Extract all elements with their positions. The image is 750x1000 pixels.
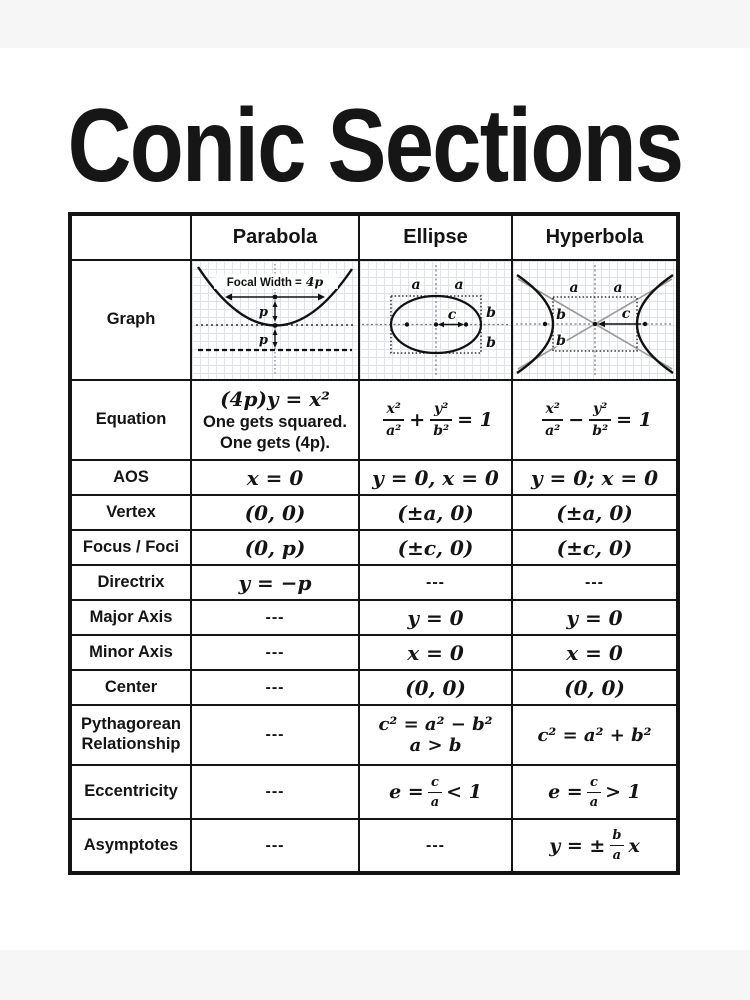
cell-directrix-parabola: y = −p	[192, 566, 360, 601]
cell-major-parabola: ---	[192, 601, 360, 636]
cell-pythagorean-ellipse	[360, 706, 513, 766]
ellipse-right-focus-dot	[464, 322, 468, 326]
b-label-top: b	[486, 305, 496, 321]
ellipse-eq-rhs: = 1	[457, 409, 493, 431]
parabola-equation-note-2: One gets (4p).	[219, 433, 330, 452]
hyperbola-center-dot	[593, 322, 597, 326]
ecc-ellipse-pre: e =	[389, 781, 424, 803]
cell-focus-ellipse: (±c, 0)	[360, 531, 513, 566]
asym-hyperbola-pre: y = ±	[549, 834, 606, 857]
hyperbola-right-focus-dot	[643, 322, 647, 326]
p-label-lower: p	[258, 333, 268, 348]
a-label-right: a	[613, 280, 623, 296]
cell-minor-ellipse: x = 0	[360, 636, 513, 671]
ecc-hyperbola-num: c	[589, 774, 598, 790]
ellipse-eq-operator: +	[409, 409, 426, 431]
cell-pythagorean-parabola: ---	[192, 706, 360, 766]
cell-eccentricity-hyperbola	[513, 766, 676, 820]
hyperbola-graph	[513, 261, 676, 379]
cell-graph-hyperbola	[513, 261, 676, 381]
ecc-ellipse-den: a	[428, 792, 442, 810]
cell-center-hyperbola: (0, 0)	[513, 671, 676, 706]
cell-center-ellipse: (0, 0)	[360, 671, 513, 706]
a-label-right: a	[454, 277, 464, 293]
cell-minor-parabola: ---	[192, 636, 360, 671]
pythagorean-ellipse-line2: a > b	[409, 735, 462, 756]
p-arrow-lower-head-bottom	[273, 342, 278, 348]
hyperbola-eq-num1: x²	[545, 401, 560, 417]
hyperbola-eq-den1: a²	[542, 419, 563, 439]
cell-eccentricity-parabola: ---	[192, 766, 360, 820]
header-cell-hyperbola: Hyperbola	[513, 216, 676, 261]
cell-asymptotes-ellipse: ---	[360, 820, 513, 871]
ellipse-eq-num1: x²	[386, 401, 401, 417]
header-cell-parabola: Parabola	[192, 216, 360, 261]
cell-focus-hyperbola: (±c, 0)	[513, 531, 676, 566]
ecc-hyperbola-post: > 1	[605, 781, 641, 803]
cell-pythagorean-hyperbola: c² = a² + b²	[513, 706, 676, 766]
asymptotes-hyperbola-formula	[549, 828, 640, 863]
b-label-bottom: b	[556, 333, 566, 349]
parabola-equation-note-1: One gets squared.	[203, 412, 347, 431]
ellipse-equation	[378, 401, 493, 439]
parabola-graph	[192, 261, 358, 379]
b-label-bottom: b	[486, 335, 496, 351]
ecc-ellipse-post: < 1	[446, 781, 482, 803]
a-label-left: a	[411, 277, 421, 293]
header-cell-ellipse: Ellipse	[360, 216, 513, 261]
cell-major-ellipse: y = 0	[360, 601, 513, 636]
c-arrowhead-left	[438, 322, 444, 327]
cell-minor-hyperbola: x = 0	[513, 636, 676, 671]
focal-width-arrowhead-left	[225, 294, 232, 301]
b-label-top: b	[556, 307, 566, 323]
row-label-pythagorean	[72, 706, 192, 766]
cell-equation-hyperbola	[513, 381, 676, 461]
row-label-major-axis: Major Axis	[72, 601, 192, 636]
row-label-asymptotes: Asymptotes	[72, 820, 192, 871]
cell-major-hyperbola: y = 0	[513, 601, 676, 636]
focal-width-label: Focal Width = 4p	[226, 274, 324, 289]
hyperbola-eq-rhs: = 1	[616, 409, 652, 431]
eccentricity-hyperbola-formula	[548, 775, 641, 810]
ecc-hyperbola-pre: e =	[548, 781, 583, 803]
cell-center-parabola: ---	[192, 671, 360, 706]
asym-hyperbola-num: b	[612, 828, 622, 843]
photo-top-strip	[0, 0, 750, 48]
cell-asymptotes-hyperbola	[513, 820, 676, 871]
focus-dot	[273, 295, 278, 300]
hyperbola-eq-den2: b²	[589, 419, 611, 439]
header-cell-empty	[72, 216, 192, 261]
row-label-vertex: Vertex	[72, 496, 192, 531]
cell-equation-ellipse	[360, 381, 513, 461]
cell-aos-parabola: x = 0	[192, 461, 360, 496]
cell-directrix-hyperbola: ---	[513, 566, 676, 601]
cell-graph-parabola	[192, 261, 360, 381]
asym-hyperbola-post: x	[628, 834, 640, 857]
vertex-dot	[273, 323, 278, 328]
hyperbola-equation	[537, 401, 652, 439]
pythagorean-label-line1: Pythagorean	[81, 715, 181, 734]
ecc-hyperbola-den: a	[587, 792, 601, 810]
row-label-center: Center	[72, 671, 192, 706]
cell-equation-parabola	[192, 381, 360, 461]
ellipse-eq-den2: b²	[430, 419, 452, 439]
eccentricity-ellipse-formula	[389, 775, 482, 810]
hyperbola-eq-operator: −	[568, 409, 585, 431]
p-arrow-lower-head-top	[273, 329, 278, 335]
cell-aos-ellipse: y = 0, x = 0	[360, 461, 513, 496]
p-label-upper: p	[258, 305, 268, 320]
cell-directrix-ellipse: ---	[360, 566, 513, 601]
ecc-ellipse-num: c	[430, 774, 439, 790]
cell-graph-ellipse	[360, 261, 513, 381]
c-arrowhead-right	[458, 322, 464, 327]
cell-aos-hyperbola: y = 0; x = 0	[513, 461, 676, 496]
hyperbola-left-focus-dot	[543, 322, 547, 326]
row-label-aos: AOS	[72, 461, 192, 496]
asym-hyperbola-den: a	[610, 845, 624, 863]
ellipse-eq-num2: y²	[434, 401, 449, 417]
cell-asymptotes-parabola: ---	[192, 820, 360, 871]
cell-vertex-ellipse: (±a, 0)	[360, 496, 513, 531]
p-arrow-upper-head-top	[273, 301, 278, 307]
cell-vertex-hyperbola: (±a, 0)	[513, 496, 676, 531]
parabola-equation: (4p)y = x²	[220, 386, 330, 411]
cell-focus-parabola: (0, p)	[192, 531, 360, 566]
focal-width-arrowhead-right	[318, 294, 325, 301]
conic-sections-table	[68, 212, 680, 875]
row-label-graph: Graph	[72, 261, 192, 381]
row-label-equation: Equation	[72, 381, 192, 461]
ellipse-left-focus-dot	[405, 322, 409, 326]
c-label: c	[621, 306, 631, 322]
photo-bottom-strip	[0, 950, 750, 1000]
c-label: c	[447, 307, 457, 323]
ellipse-center-dot	[434, 322, 438, 326]
cell-eccentricity-ellipse	[360, 766, 513, 820]
ellipse-eq-den1: a²	[383, 419, 404, 439]
hyperbola-eq-num2: y²	[593, 401, 608, 417]
page-title: Conic Sections	[67, 88, 683, 204]
cell-vertex-parabola: (0, 0)	[192, 496, 360, 531]
row-label-eccentricity: Eccentricity	[72, 766, 192, 820]
row-label-directrix: Directrix	[72, 566, 192, 601]
row-label-focus: Focus / Foci	[72, 531, 192, 566]
pythagorean-label-line2: Relationship	[81, 735, 181, 753]
ellipse-graph	[360, 261, 511, 379]
row-label-minor-axis: Minor Axis	[72, 636, 192, 671]
p-arrow-upper-head-bottom	[273, 316, 278, 322]
a-label-left: a	[569, 280, 579, 296]
pythagorean-ellipse-line1: c² = a² − b²	[378, 714, 493, 735]
